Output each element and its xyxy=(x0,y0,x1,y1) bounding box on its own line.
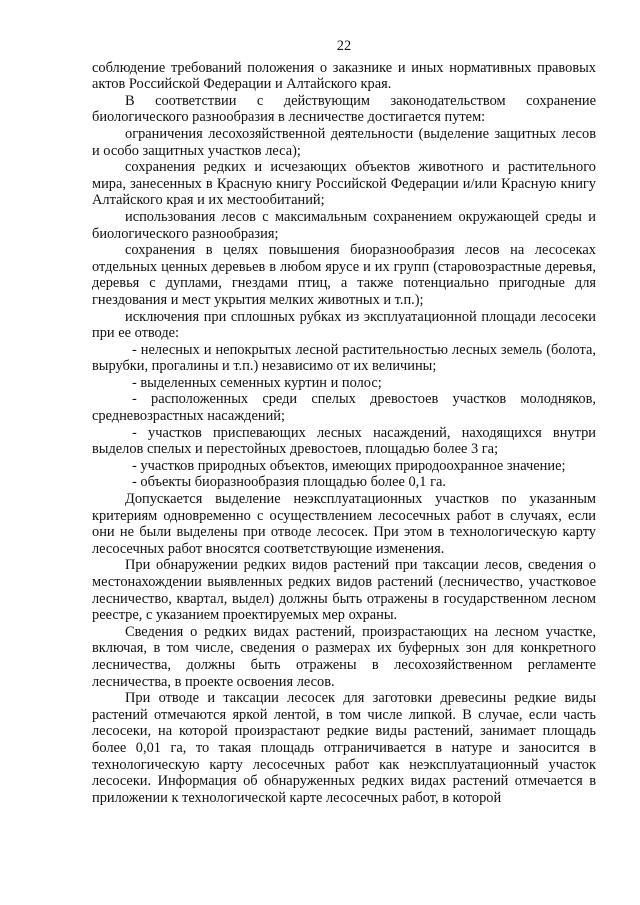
sub-list-item: - участков приспевающих лесных насаждений, находящихся внутри выделов спелых и перестойных древостоев, площадью более 3 га; xyxy=(92,424,596,458)
document-page xyxy=(92,38,596,806)
sub-list-item: - выделенных семенных куртин и полос; xyxy=(132,374,382,391)
sub-list-item: - нелесных и непокрытых лесной растительностью лесных земель (болота, вырубки, прогалины и т.п.) независимо от их величины; xyxy=(92,341,596,375)
list-item: ограничения лесохозяйственной деятельности (выделение защитных лесов и особо защитных участков леса); xyxy=(92,125,596,159)
list-item: сохранения редких и исчезающих объектов животного и растительного мира, занесенных в Красную книгу Российской Федерации и/или Красную книгу Алтайского края и их местообитаний; xyxy=(92,159,596,209)
sub-list-item: - расположенных среди спелых древостоев участков молодняков, средневозрастных насаждений; xyxy=(92,391,596,425)
paragraph: соблюдение требований положения о заказнике и иных нормативных правовых актов Российской Федерации и Алтайского края. xyxy=(92,59,596,93)
paragraph: В соответствии с действующим законодательством сохранение биологического разнообразия в лесничестве достигается путем: xyxy=(92,92,596,126)
page-number: 22 xyxy=(336,38,352,54)
paragraph: При отводе и таксации лесосек для заготовки древесины редкие виды растений отмечаются яркой лентой, в том числе липкой. В случае, если часть лесосеки, на которой произрастают редкие виды растений, занимает площадь более 0,01 га, то такая площадь отграничивается в натуре и заносится в технологическую карту лесосечных работ как неэксплуатационный участок лесосеки. Информация об обнаруженных редких видах растений отмечается в приложении к технологической карте лесосечных работ, в которой xyxy=(92,690,596,806)
list-item: исключения при сплошных рубках из эксплуатационной площади лесосеки при ее отводе: xyxy=(92,308,596,342)
list-item: сохранения в целях повышения биоразнообразия лесов на лесосеках отдельных ценных деревьев в любом ярусе и их групп (старовозрастные деревья, деревья с дуплами, гнездами птиц, а также потенциально пригодные для гнездования и мест укрытия мелких животных и т.п.); xyxy=(92,242,596,308)
sub-list-item: - участков природных объектов, имеющих природоохранное значение; xyxy=(132,457,566,474)
paragraph: При обнаружении редких видов растений при таксации лесов, сведения о местонахождении выявленных редких видов растений (лесничество, участковое лесничество, квартал, выдел) должны быть отражены в государственном лесном реестре, с указанием проектируемых мер охраны. xyxy=(92,557,596,624)
list-item: использования лесов с максимальным сохранением окружающей среды и биологического разнообразия; xyxy=(92,208,596,242)
sub-list-item: - объекты биоразнообразия площадью более 0,1 га. xyxy=(132,474,446,491)
paragraph: Допускается выделение неэксплуатационных участков по указанным критериям одновременно с осуществлением лесосечных работ в случаях, если они не были выделены при отводе лесосек. При этом в технологическую карту лесосечных работ вносятся соответствующие изменения. xyxy=(92,491,596,557)
paragraph: Сведения о редких видах растений, произрастающих на лесном участке, включая, в том числе, сведения о размерах их буферных зон для конкретного лесничества, должны быть отражены в лесохозяйственном регламенте лесничества, в проекте освоения лесов. xyxy=(92,623,596,690)
